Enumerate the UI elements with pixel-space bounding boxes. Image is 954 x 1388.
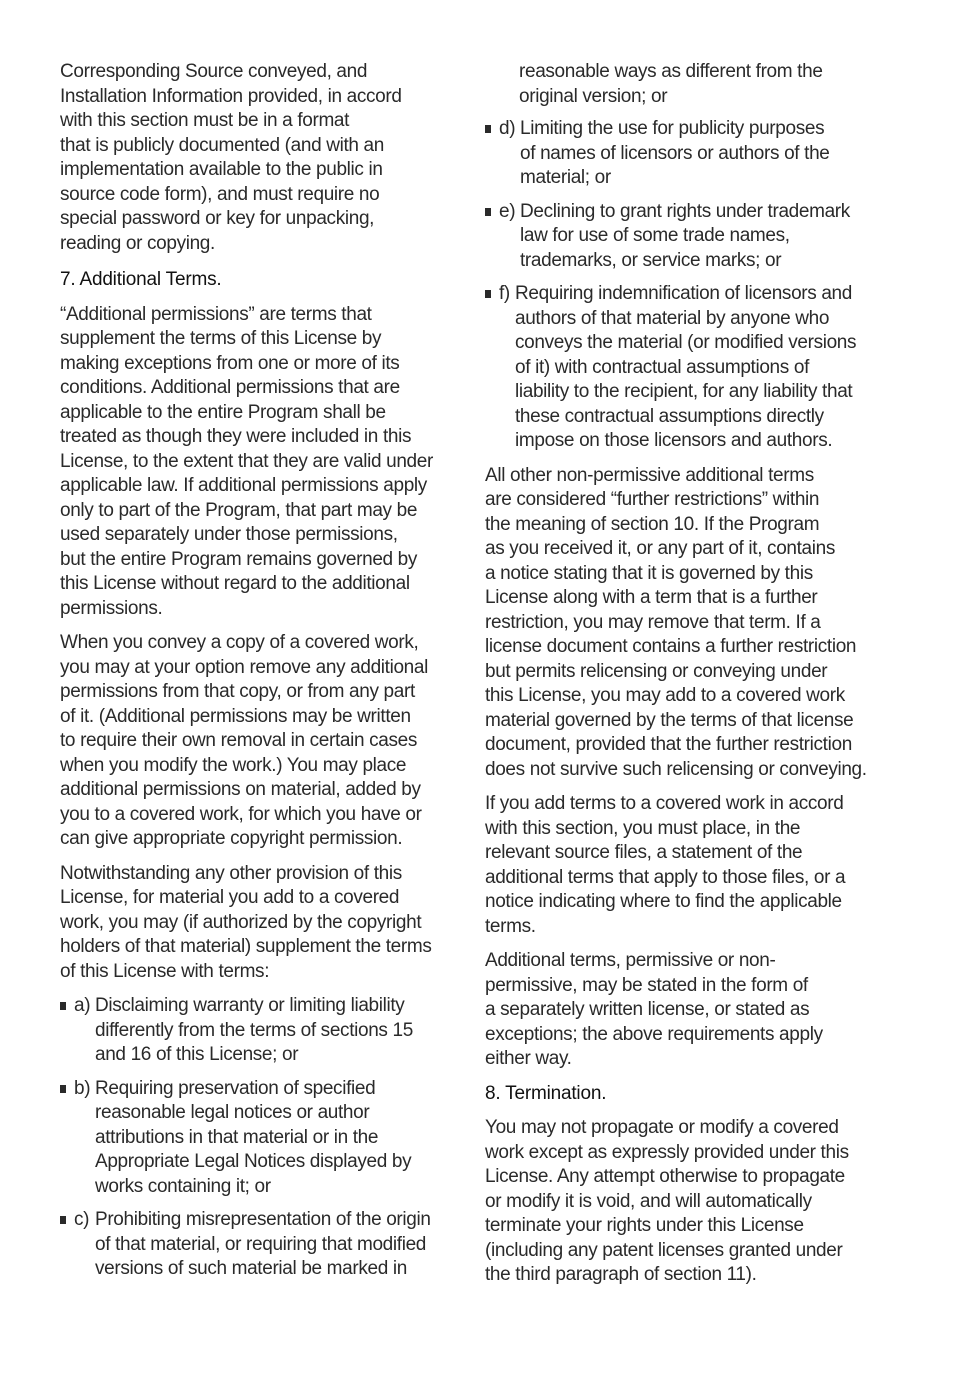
list-item-letter: b) [74,1077,91,1099]
left-column [60,60,448,1292]
convey-copy-paragraph: When you convey a copy of a covered work, you may at your option remove any additional permissions from that copy, or from any part of it. (Additional permissions may be written to require their own removal in certain cases when you modify the work.) You may place additional permissions on material, added by you to a covered work, for which you have or can give appropriate copyright permission. [60,632,428,849]
square-bullet-icon [60,1002,66,1010]
list-item-d [485,117,875,191]
square-bullet-icon [485,125,491,133]
list-item-a [60,994,448,1068]
square-bullet-icon [485,208,491,216]
list-item-text: reasonable ways as different from the original version; or [519,61,823,107]
intro-paragraph: Corresponding Source conveyed, and Installation Information provided, in accord with this section must be in a format that is publicly documented (and with an implementation available to the public in source code form), and must require no special password or key for unpacking, reading or copying. [60,61,402,254]
list-item-letter: d) [499,118,516,139]
right-column [485,60,875,1298]
list-item-b [60,1077,448,1200]
list-item-e [485,200,875,274]
list-item-text: Requiring indemnification of licensors and authors of that material by anyone who conveys the material (or modified versions of it) with contractual assumptions of liability to the recipient, for any liability that these contractual assumptions directly impose on those licensors and authors. [515,283,857,451]
list-item-c-continued [485,60,875,109]
list-item-text: Limiting the use for publicity purposes of names of licensors or authors of the material; or [520,118,830,188]
list-item-letter: f) [499,283,510,304]
list-item-text: Declining to grant rights under trademark law for use of some trade names, trademarks, or service marks; or [520,200,850,271]
notwithstanding-paragraph: Notwithstanding any other provision of this License, for material you add to a covered work, you may (if authorized by the copyright holders of that material) supplement the terms of this License with terms: [60,862,432,982]
further-restrictions-paragraph: All other non-permissive additional terms are considered “further restrictions” within the meaning of section 10. If the Program as you received it, or any part of it, contains a notice stating that it is governed by this License along with a term that is a further restriction, you may remove that term. If a license document contains a further restriction but permits relicensing or conveying under this License, you may add to a covered work material governed by the terms of that license document, provided that the further restriction does not survive such relicensing or conveying. [485,464,867,780]
list-item-f [485,282,875,454]
list-item-letter: e) [499,200,516,222]
section-7-heading: 7. Additional Terms. [60,269,222,290]
terms-list-right [485,117,875,454]
section-8-heading: 8. Termination. [485,1082,607,1104]
add-terms-paragraph: If you add terms to a covered work in accord with this section, you must place, in the relevant source files, a statement of the additional terms that apply to those files, or a notice indicating where to find the applicable terms. [485,793,846,937]
additional-permissions-paragraph: “Additional permissions” are terms that supplement the terms of this License by making exceptions from one or more of its conditions. Additional permissions that are applicable to the entire Program shall be treated as though they were included in this License, to the extent that they are valid under applicable law. If additional permissions apply only to part of the Program, that part may be used separately under those permissions, but the entire Program remains governed by this License without regard to the additional permissions. [60,303,433,619]
terms-list-left [60,994,448,1282]
list-item-text: Disclaiming warranty or limiting liability differently from the terms of sections 15 and 16 of this License; or [95,995,413,1065]
list-item-letter: c) [74,1209,90,1230]
square-bullet-icon [60,1085,66,1093]
list-item-text: Requiring preservation of specified reasonable legal notices or author attributions in that material or in the Appropriate Legal Notices displayed by works containing it; or [95,1077,412,1197]
list-item-text: Prohibiting misrepresentation of the origin of that material, or requiring that modified versions of such material be marked in [95,1209,431,1279]
list-item-letter: a) [74,995,91,1016]
square-bullet-icon [60,1216,66,1224]
square-bullet-icon [485,290,491,298]
termination-paragraph: You may not propagate or modify a covered work except as expressly provided under this License. Any attempt otherwise to propagate or modify it is void, and will automatically terminate your rights under this License (including any patent licenses granted under the third paragraph of section 11). [485,1117,849,1285]
permissive-terms-paragraph: Additional terms, permissive or non- permissive, may be stated in the form of a separately written license, or stated as exceptions; the above requirements apply either way. [485,950,823,1069]
list-item-c [60,1208,448,1282]
